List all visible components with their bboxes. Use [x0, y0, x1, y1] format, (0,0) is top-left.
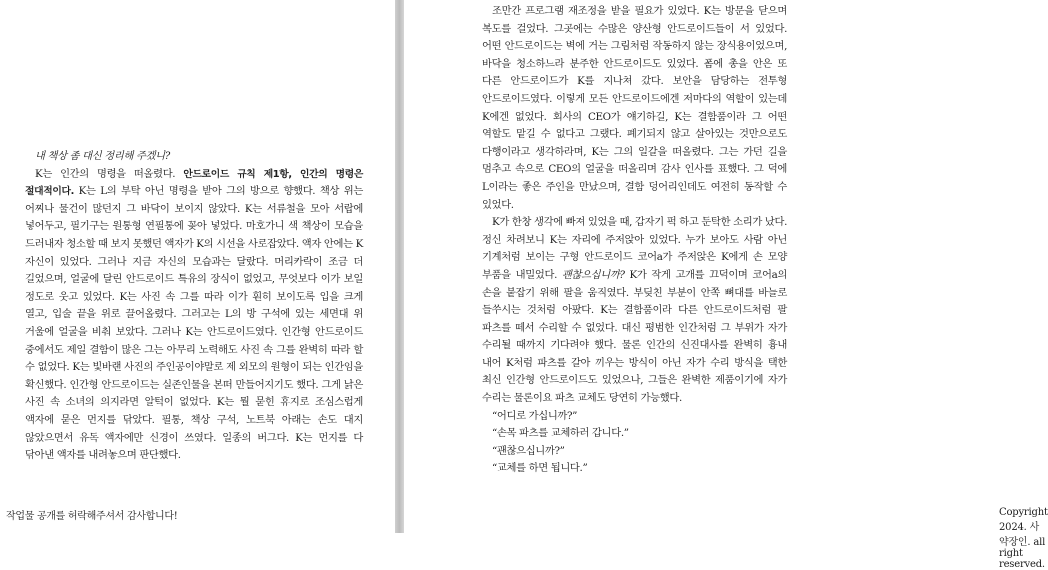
paragraph	[482, 443, 787, 461]
left-page	[0, 0, 395, 533]
paragraph	[482, 3, 787, 214]
text-segment: K는 L의 부탁 아닌 명령을 받아 그의 방으로 향했다. 책상 위는 어찌나 물건이 많던지 그 바닥이 보이지 않았다. K는 서류철을 모아 서랍에 넣어두고, 필기구는 원통형 연필통에 꽂아 넣었다. 마호가니 색 책상이 모습을 드러내자 청소할 때 보지 못했던 액자가 K의 시선을 사로잡았다. 액자 안에는 K 자신이 있었다. 그러나 지금 자신의 모습과는 달랐다. 머리카락이 조금 더 길었으며, 얼굴에 달린 안드로이드 특유의 장식이 없었고, 무엇보다 이가 보일 정도로 웃고 있었다. K는 사진 속 그를 따라 이가 훤히 보이도록 입을 크게 열고, 입술 끝을 위로 끌어올렸다. 그러고는 L의 방 구석에 있는 세면대 위 거울에 얼굴을 비춰 보았다. 그러나 K는 안드로이드였다. 인간형 안드로이드 중에서도 제일 결함이 많은 그는 아무리 노력해도 사진 속 그를 완벽히 따라 할 수 없었다. K는 빛바랜 사진의 주인공이야말로 제 외모의 원형이 되는 인간임을 확신했다. 인간형 안드로이드는 실존인물을 본떠 만들어지기도 했다. 그게 낡은 사진 속 소녀의 의지라면 알턱이 없었다. K는 뭘 묻힌 휴지로 조심스럽게 액자에 묻은 먼지를 닦았다. 필통, 책상 구석, 노트북 아래는 손도 대지 않았으면서 유독 액자에만 신경이 쓰였다. 일종의 버그다. K는 먼지를 다 닦아낸 액자를 내려놓으며 판단했다.	[25, 185, 363, 462]
paragraph	[482, 425, 787, 443]
bold-text: 안드로이드 규칙 제1항, 인간의 명령은 절대적이다.	[25, 168, 363, 198]
paragraph	[482, 460, 787, 478]
text-segment: K가 한창 생각에 빠져 있었을 때, 갑자기 퍽 하고 둔탁한 소리가 났다. 정신 차려보니 K는 자리에 주저앉아 있었다. 누가 보아도 사람 아닌 기계처럼 보이는 구형 안드로이드 코어a가 주저앉은 K에게 손 모양 부품을 내밀었다.	[482, 216, 787, 281]
left-footer: 작업물 공개를 허락해주셔서 감사합니다!	[6, 511, 178, 522]
paragraph	[25, 148, 363, 166]
paragraph	[482, 408, 787, 426]
text-segment: 내 책상 좀 대신 정리해 주겠니?	[35, 150, 170, 162]
text-segment: 조만간 프로그램 재조정을 받을 필요가 있었다. K는 방문을 닫으며 복도를 걸었다. 그곳에는 수많은 양산형 안드로이드들이 서 있었다. 어떤 안드로이드는 벽에 거는 그림처럼 작동하지 않는 장식용이었으며, 바닥을 청소하느라 분주한 안드로이드도 있었다. 폼에 총을 안은 또 다른 안드로이드가 K를 지나쳐 갔다. 보안을 담당하는 전투형 안드로이드였다. 이렇게 모든 안드로이드에겐 저마다의 역할이 있는데 K에겐 없었다. 회사의 CEO가 얘기하길, K는 결함품이라 그 어떤 역할도 맡길 수 없다고 그랬다. 폐기되지 않고 살아있는 것만으로도 다행이라고 생각하라며, K는 그의 일갈을 떠올렸다. 그는 가던 길을 멈추고 속으로 CEO의 얼굴을 떠올리며 감사 인사를 표했다. 그 덕에 L이라는 좋은 주인을 만났으며, 결함 덩어리인데도 여전히 동작할 수 있었다.	[482, 5, 787, 211]
text-segment: “어디로 가십니까?”	[492, 409, 578, 422]
paragraph	[482, 214, 787, 408]
text-segment: K는 인간의 명령을 떠올렸다.	[35, 167, 184, 180]
text-segment: K가 작게 고개를 끄덕이며 코어a의 손을 붙잡기 위해 팔을 움직였다. 부딪친 부분이 안쪽 뼈대를 바늘로 들쑤시는 것처럼 아팠다. K는 결함품이라 다른 안드로이드처럼 팔 파츠를 떼서 수리할 수 없었다. 대신 평범한 인간처럼 그 부위가 자가 수리될 때까지 기다려야 했다. 물론 인간의 신진대사를 완벽히 흉내 내어 K처럼 파츠를 갈아 끼우는 방식이 아닌 자가 수리 방식을 택한 최신 인간형 안드로이드도 있었으나, 그들은 완벽한 제품이기에 자가 수리는 물론이요 파츠 교체도 당연히 가능했다.	[482, 268, 787, 405]
book-gutter	[395, 0, 404, 533]
left-page-body	[25, 148, 363, 465]
copyright-footer: Copyright 2024. 사약장인. all right reserved.	[999, 507, 1048, 570]
text-segment: “교체를 하면 됩니다.”	[492, 462, 588, 475]
text-segment: “손목 파츠를 교체하러 갑니다.”	[492, 427, 629, 440]
paragraph	[25, 166, 363, 465]
italic-text: 괜찮으십니까?	[561, 268, 625, 281]
right-page-body	[482, 3, 787, 478]
text-segment: “괜찮으십니까?”	[492, 444, 565, 457]
